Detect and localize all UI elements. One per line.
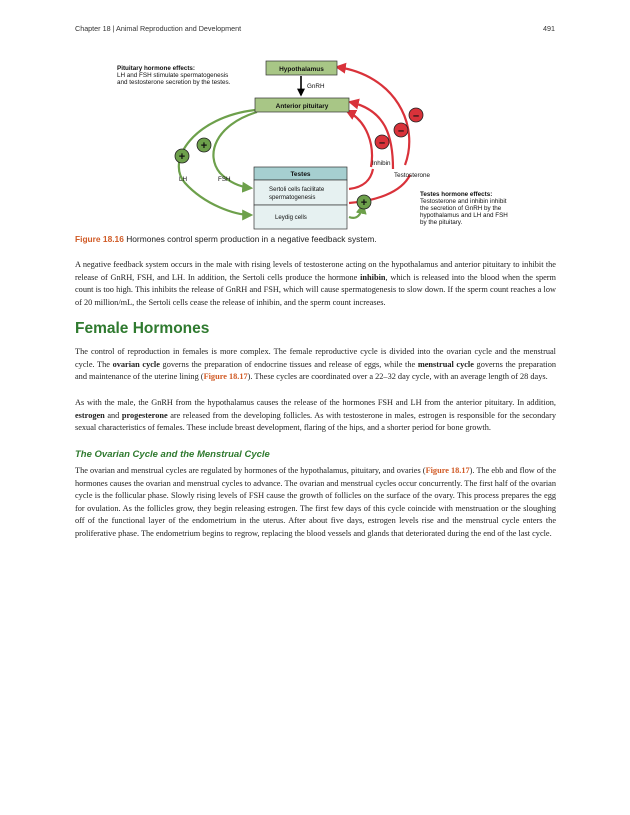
- gnrh-label: GnRH: [307, 83, 325, 90]
- svg-text:+: +: [360, 197, 368, 209]
- term-menstrual-cycle: menstrual cycle: [417, 359, 474, 369]
- testes-effects-title: Testes hormone effects:: [420, 191, 493, 198]
- lh-label: LH: [179, 176, 188, 183]
- pituitary-effects-line1: LH and FSH stimulate spermatogenesis: [117, 72, 229, 79]
- minus-sign-inhibin: [375, 135, 389, 149]
- page-header: [75, 24, 555, 36]
- paragraph-gnrh-female: As with the male, the GnRH from the hypothalamus causes the release of the hormones FSH and LH from the anterior pituitary. In addition, estrogen and progesterone are released from the developing follicles. As with testosterone in males, estrogen is responsible for the secondary sexual characteristics of females. These include breast development, flaring of the hips, and a shorter period for bone growth.: [75, 398, 556, 433]
- term-inhibin: inhibin: [360, 272, 386, 282]
- term-estrogen: estrogen: [75, 410, 105, 420]
- testes-to-inhibin-line: [349, 169, 373, 189]
- paragraph-negative-feedback: A negative feedback system occurs in the male with rising levels of testosterone acting on the hypothalamus and anterior pituitary to inhibit the release of GnRH, FSH, and LH. In addition, the Sertoli cells produce the hormone inhibin, which is released into the blood when the sperm count is too high. This inhibits the release of GnRH and FSH, which will cause spermatogenesis to slow down. If the sperm count reaches a low of 20 million/mL, the Sertoli cells cease the release of inhibin, and the sperm count increases.: [75, 260, 556, 307]
- sertoli-line1: Sertoli cells facilitate: [269, 186, 325, 193]
- anterior-pituitary-label: Anterior pituitary: [275, 103, 329, 110]
- figure-caption: [75, 234, 555, 244]
- svg-text:–: –: [397, 125, 405, 137]
- plus-sign-lh: [175, 149, 189, 163]
- figure-caption-text: Hormones control sperm production in a negative feedback system.: [123, 234, 377, 244]
- testosterone-label: Testosterone: [394, 172, 431, 179]
- testes-label: Testes: [290, 171, 311, 178]
- minus-sign-testosterone-pituitary: [394, 123, 408, 137]
- svg-text:–: –: [378, 137, 386, 149]
- term-ovarian-cycle: ovarian cycle: [112, 359, 160, 369]
- plus-sign-fsh: [197, 138, 211, 152]
- plus-sign-leydig: [357, 195, 371, 209]
- svg-text:+: +: [178, 151, 186, 163]
- svg-text:+: +: [200, 140, 208, 152]
- testes-effects-line3: hypothalamus and LH and FSH: [420, 212, 508, 219]
- chapter-title: Chapter 18 | Animal Reproduction and Development: [75, 24, 242, 33]
- figure-caption-label: Figure 18.16: [75, 234, 124, 244]
- figure-link-18-17-second[interactable]: Figure 18.17: [425, 466, 470, 475]
- testosterone-to-hypothalamus-arrow: [337, 67, 409, 165]
- testes-effects-line4: by the pituitary.: [420, 219, 463, 226]
- pituitary-effects-title: Pituitary hormone effects:: [117, 65, 196, 72]
- figure-link-18-17[interactable]: Figure 18.17: [203, 372, 248, 382]
- svg-text:–: –: [412, 110, 420, 122]
- subsection-heading-ovarian-menstrual: The Ovarian Cycle and the Menstrual Cycle: [75, 449, 270, 460]
- paragraph-ovarian-menstrual: The ovarian and menstrual cycles are regulated by hormones of the hypothalamus, pituitary, and ovaries (Figure 18.17). The ebb and flow of the hormones causes the ovarian and menstrual cycles to advance. The ovarian and menstrual cycles occur concurrently. The first half of the ovarian cycle is the follicular phase. Slowly rising levels of FSH cause the growth of follicles on the surface of the ovary. This process prepares the egg for ovulation. As the follicles grow, they begin releasing estrogen. The first few days of this cycle coincide with menstruation or the sloughing off of the functional layer of the endometrium in the uterus. After about five days, estrogen levels rise and the menstrual cycle enters the proliferative phase. The endometrium begins to regrow, replacing the blood vessels and glands that deteriorated during the end of the last cycle.: [75, 466, 556, 538]
- minus-sign-testosterone-hypothalamus: [409, 108, 423, 122]
- leydig-label: Leydig cells: [275, 214, 307, 221]
- hypothalamus-label: Hypothalamus: [279, 66, 324, 73]
- testes-effects-line1: Testosterone and inhibin inhibit: [420, 198, 507, 205]
- testes-effects-line2: the secretion of GnRH by the: [420, 205, 502, 212]
- feedback-diagram: [75, 55, 555, 235]
- section-heading-female-hormones: Female Hormones: [75, 320, 210, 337]
- lh-arrow: [179, 110, 255, 215]
- term-progesterone: progesterone: [121, 410, 168, 420]
- paragraph-female-control: The control of reproduction in females is more complex. The female reproductive cycle is divided into the ovarian cycle and the menstrual cycle. The ovarian cycle governs the preparation of endocrine tissues and release of eggs, while the menstrual cycle governs the preparation and maintenance of the uterine lining (Figure 18.17). These cycles are coordinated over a 22–32 day cycle, with an average length of 28 days.: [75, 347, 556, 382]
- fsh-label: FSH: [218, 176, 231, 183]
- inhibin-to-pituitary-arrow: [347, 111, 372, 167]
- sertoli-line2: spermatogenesis: [269, 194, 316, 201]
- page-number: 491: [543, 24, 555, 33]
- pituitary-effects-line2: and testosterone secretion by the testes.: [117, 79, 231, 86]
- inhibin-label: Inhibin: [372, 160, 391, 167]
